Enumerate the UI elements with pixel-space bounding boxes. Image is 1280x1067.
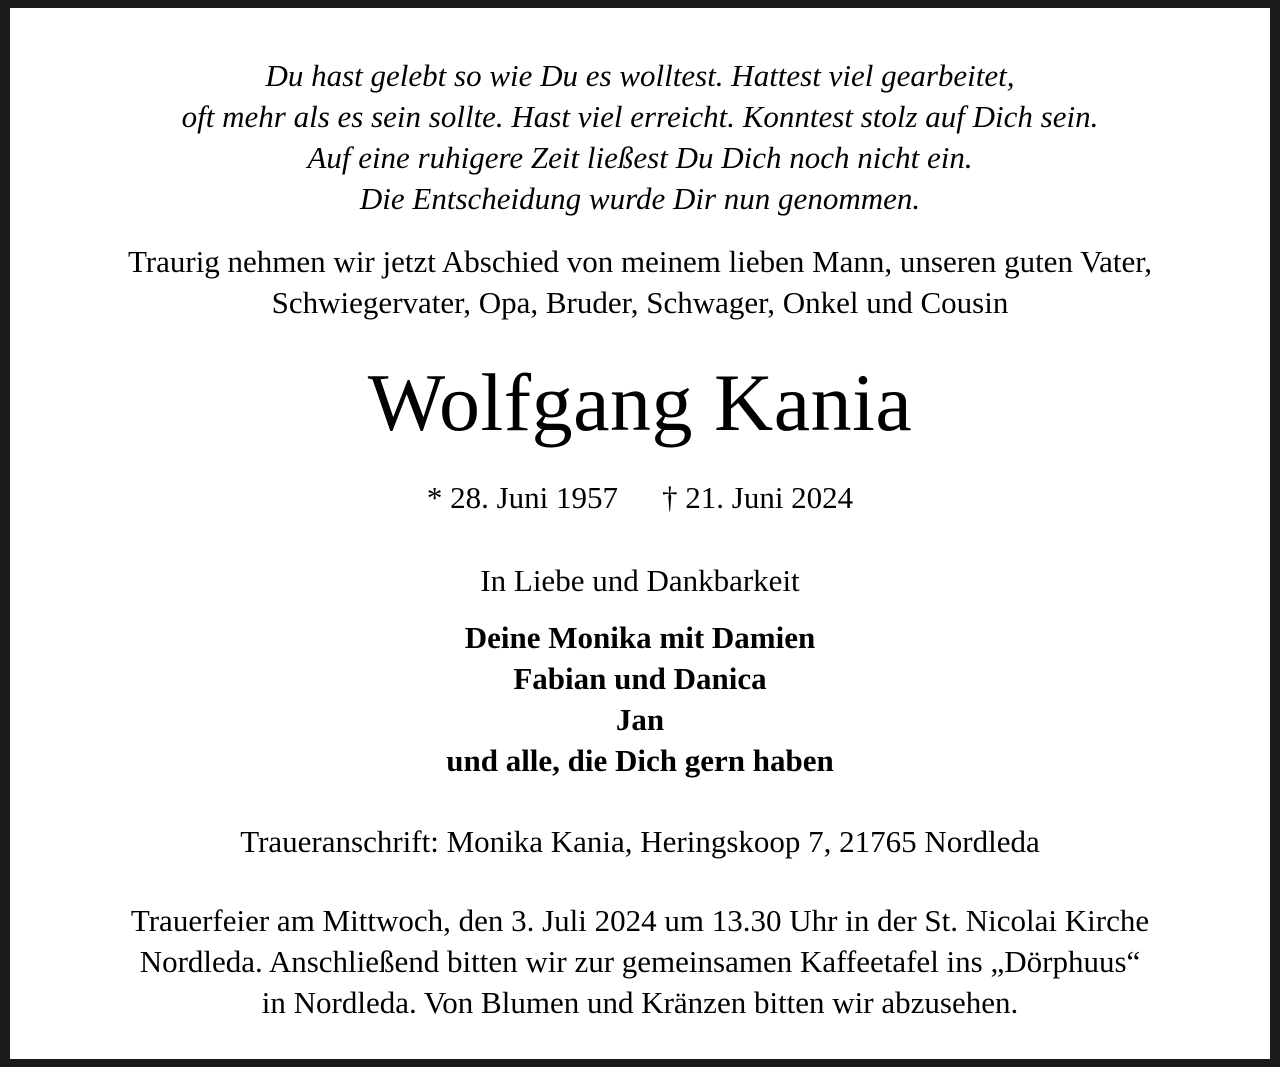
funeral-line-2: Nordleda. Anschließend bitten wir zur gemeinsamen Kaffeetafel ins „Dörphuus“ [139, 944, 1141, 979]
mourning-address: Traueranschrift: Monika Kania, Heringskoop 7, 21765 Nordleda [240, 824, 1040, 859]
poem-line-2: oft mehr als es sein sollte. Hast viel erreicht. Konntest stolz auf Dich sein. [181, 99, 1099, 134]
funeral-line-3: in Nordleda. Von Blumen und Kränzen bitten wir abzusehen. [261, 985, 1019, 1020]
family-line-3: Jan [615, 702, 665, 737]
thanks-line: In Liebe und Dankbarkeit [480, 563, 800, 598]
poem-line-3: Auf eine ruhigere Zeit ließest Du Dich noch nicht ein. [307, 140, 973, 175]
poem-line-4: Die Entscheidung wurde Dir nun genommen. [359, 181, 921, 216]
family-line-1: Deine Monika mit Damien [464, 620, 816, 655]
poem-line-1: Du hast gelebt so wie Du es wolltest. Hattest viel gearbeitet, [265, 58, 1015, 93]
family-line-2: Fabian und Danica [513, 661, 767, 696]
death-date: † 21. Juni 2024 [662, 480, 854, 515]
birth-date: * 28. Juni 1957 [426, 480, 618, 515]
family-line-4: und alle, die Dich gern haben [446, 743, 834, 778]
funeral-line-1: Trauerfeier am Mittwoch, den 3. Juli 2024 um 13.30 Uhr in der St. Nicolai Kirche [130, 903, 1150, 938]
life-dates [10, 482, 1270, 513]
intro-line-2: Schwiegervater, Opa, Bruder, Schwager, Onkel und Cousin [271, 285, 1009, 320]
deceased-name: Wolfgang Kania [367, 357, 913, 448]
intro-line-1: Traurig nehmen wir jetzt Abschied von meinem lieben Mann, unseren guten Vater, [127, 244, 1153, 279]
